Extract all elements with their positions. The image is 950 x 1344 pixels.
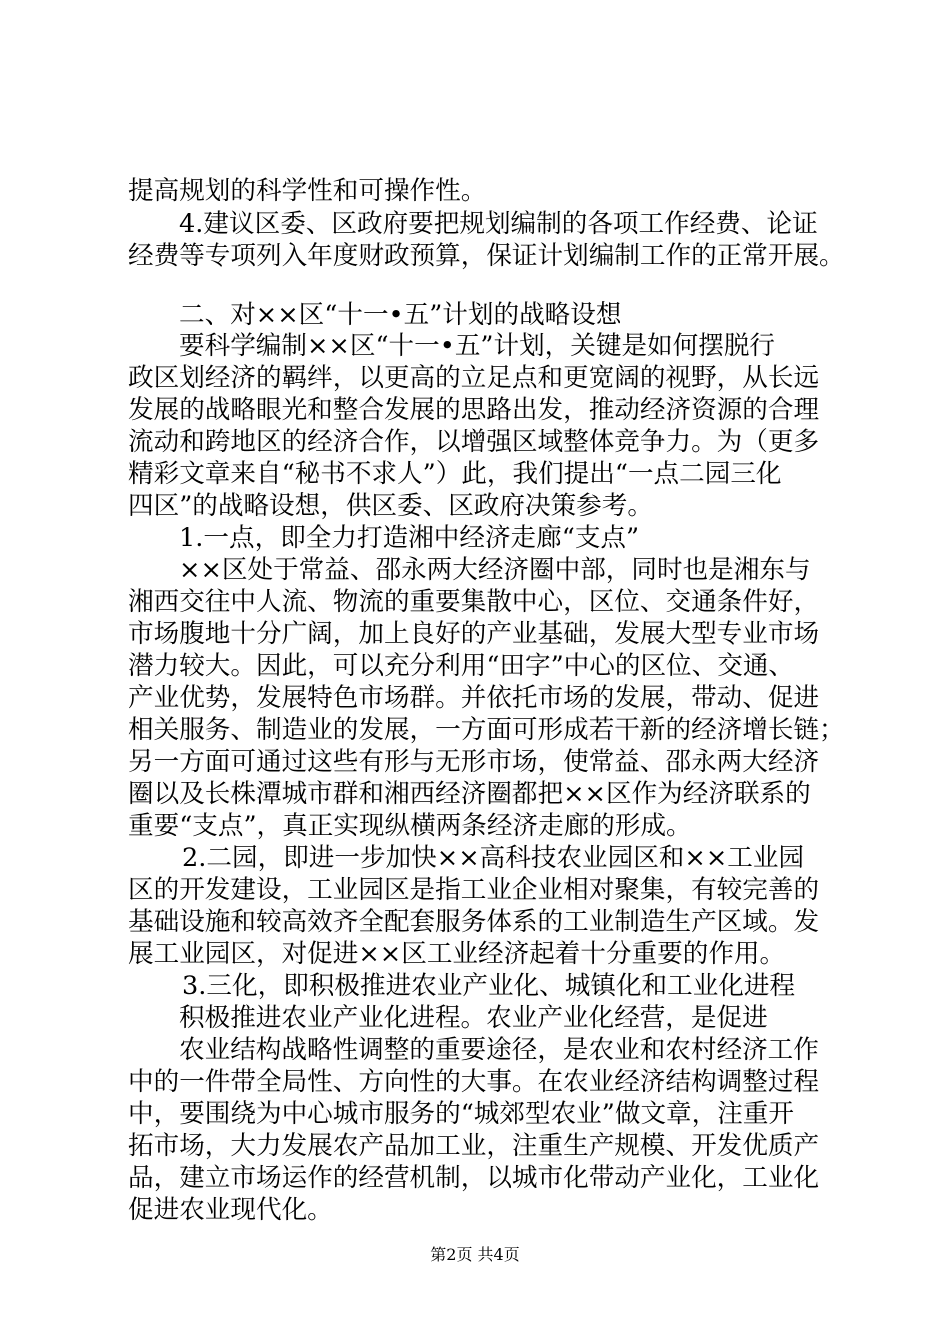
subsection-heading: 1.一点，即全力打造湘中经济走廊“支点” bbox=[179, 523, 640, 553]
text-line: 潜力较大。因此，可以充分利用“田字”中心的区位、交通、 bbox=[128, 651, 795, 681]
text-line: 湘西交往中人流、物流的重要集散中心，区位、交通条件好， bbox=[128, 587, 820, 617]
text-line: 要科学编制××区“十一•五”计划，关键是如何摆脱行 bbox=[179, 331, 776, 361]
text-line: 4.建议区委、区政府要把规划编制的各项工作经费、论证 bbox=[179, 209, 818, 239]
text-line: 提高规划的科学性和可操作性。 bbox=[128, 176, 487, 206]
text-line: 另一方面可通过这些有形与无形市场，使常益、邵永两大经济 bbox=[128, 747, 820, 777]
text-line: 品，建立市场运作的经营机制，以城市化带动产业化，工业化 bbox=[128, 1163, 820, 1193]
subsection-heading: 3.三化，即积极推进农业产业化、城镇化和工业化进程 bbox=[182, 971, 796, 1001]
text-line: 圈以及长株潭城市群和湘西经济圈都把××区作为经济联系的 bbox=[128, 779, 811, 809]
text-line: 农业结构战略性调整的重要途径，是农业和农村经济工作 bbox=[179, 1035, 819, 1065]
text-line: 经费等专项列入年度财政预算，保证计划编制工作的正常开展。 bbox=[128, 241, 845, 271]
text-line: 市场腹地十分广阔，加上良好的产业基础，发展大型专业市场 bbox=[128, 619, 820, 649]
text-line: 政区划经济的羁绊，以更高的立足点和更宽阔的视野，从长远 bbox=[128, 363, 820, 393]
page-footer: 第2页 共4页 bbox=[430, 1245, 520, 1264]
text-line: 拓市场，大力发展农产品加工业，注重生产规模、开发优质产 bbox=[128, 1131, 820, 1161]
text-line: 促进农业现代化。 bbox=[128, 1195, 333, 1225]
text-line: 重要“支点”，真正实现纵横两条经济走廊的形成。 bbox=[128, 811, 692, 841]
text-line: 发展的战略眼光和整合发展的思路出发，推动经济资源的合理 bbox=[128, 395, 820, 425]
text-line: 产业优势，发展特色市场群。并依托市场的发展，带动、促进 bbox=[128, 683, 820, 713]
text-line: 区的开发建设，工业园区是指工业企业相对聚集，有较完善的 bbox=[128, 875, 820, 905]
text-line: 积极推进农业产业化进程。农业产业化经营，是促进 bbox=[179, 1003, 768, 1033]
text-line: 四区”的战略设想，供区委、区政府决策参考。 bbox=[128, 491, 653, 521]
text-line: ××区处于常益、邵永两大经济圈中部，同时也是湘东与 bbox=[179, 555, 811, 585]
text-line: 中，要围绕为中心城市服务的“城郊型农业”做文章，注重开 bbox=[128, 1099, 795, 1129]
text-line: 流动和跨地区的经济合作，以增强区域整体竞争力。为（更多 bbox=[128, 427, 820, 457]
section-heading: 二、对××区“十一•五”计划的战略设想 bbox=[179, 300, 622, 330]
text-line: 中的一件带全局性、方向性的大事。在农业经济结构调整过程 bbox=[128, 1067, 820, 1097]
text-line: 基础设施和较高效齐全配套服务体系的工业制造生产区域。发 bbox=[128, 907, 820, 937]
text-line: 展工业园区，对促进××区工业经济起着十分重要的作用。 bbox=[128, 939, 786, 969]
subsection-heading: 2.二园，即进一步加快××高科技农业园区和××工业园 bbox=[182, 843, 805, 873]
text-line: 相关服务、制造业的发展，一方面可形成若干新的经济增长链； bbox=[128, 715, 845, 745]
text-line: 精彩文章来自“秘书不求人”）此，我们提出“一点二园三化 bbox=[128, 459, 782, 489]
